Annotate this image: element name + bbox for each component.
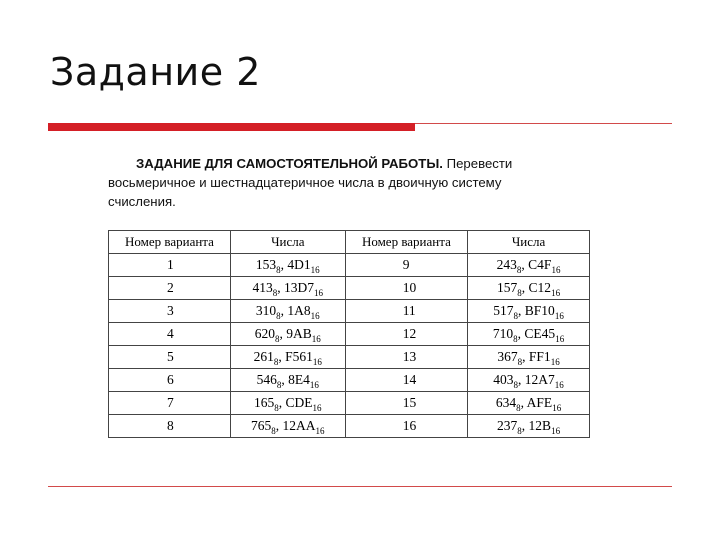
octal-base: 8 <box>517 357 523 367</box>
hex-base: 16 <box>551 265 561 275</box>
octal-value: 243 <box>496 257 517 272</box>
table-row <box>109 277 590 300</box>
octal-value: 620 <box>254 326 276 341</box>
octal-value: 157 <box>497 280 518 295</box>
table-row <box>109 323 590 346</box>
hex-value: CDE <box>285 395 313 410</box>
header-variant-1: Номер варианта <box>109 231 231 254</box>
hex-value: 1A8 <box>287 303 311 318</box>
hex-base: 16 <box>555 334 565 344</box>
octal-base: 8 <box>513 334 518 344</box>
hex-base: 16 <box>310 311 320 321</box>
hex-base: 16 <box>554 380 564 390</box>
variant-number <box>109 277 231 300</box>
octal-value: 765 <box>251 418 272 433</box>
variant-number <box>345 277 467 300</box>
variant-number-text: 11 <box>402 303 416 318</box>
variant-number <box>345 323 467 346</box>
hex-base: 16 <box>312 357 322 367</box>
number-pair: $243_8$, $C4F_{16}$ <box>468 254 590 277</box>
hex-value: AFE <box>526 395 553 410</box>
header-numbers-1: Числа <box>230 231 345 254</box>
variant-number-text: 7 <box>167 395 174 410</box>
hex-value: 12B <box>528 418 552 433</box>
octal-value: 165 <box>254 395 275 410</box>
table-row <box>109 346 590 369</box>
variant-number <box>109 415 231 438</box>
hex-value: C12 <box>528 280 552 295</box>
octal-value: 710 <box>492 326 514 341</box>
variant-number <box>345 392 467 415</box>
number-pair: $237_8$, $12B_{16}$ <box>468 415 590 438</box>
variant-number <box>109 346 231 369</box>
octal-base: 8 <box>517 426 522 436</box>
hex-base: 16 <box>312 403 322 413</box>
octal-value: 367 <box>497 349 518 364</box>
octal-value: 546 <box>256 372 277 387</box>
variant-number-text: 12 <box>402 326 417 341</box>
octal-value: 413 <box>252 280 273 295</box>
variant-number-text: 9 <box>402 257 410 272</box>
variant-number <box>345 346 467 369</box>
number-pair: $261_8$, $F561_{16}$ <box>230 346 345 369</box>
octal-base: 8 <box>513 311 519 321</box>
hex-base: 16 <box>314 288 324 298</box>
octal-base: 8 <box>513 380 519 390</box>
hex-value: F561 <box>285 349 313 364</box>
hex-value: FF1 <box>528 349 551 364</box>
hex-value: BF10 <box>524 303 555 318</box>
octal-value: 261 <box>253 349 274 364</box>
octal-value: 153 <box>255 257 277 272</box>
variant-number-text: 4 <box>167 326 174 341</box>
table-row <box>109 369 590 392</box>
number-pair: $413_8$, $13D7_{16}$ <box>230 277 345 300</box>
variant-number <box>109 323 231 346</box>
variant-number-text: 13 <box>402 349 417 364</box>
hex-base: 16 <box>311 334 321 344</box>
number-pair: $710_8$, $CE45_{16}$ <box>468 323 590 346</box>
hex-base: 16 <box>551 426 561 436</box>
table-row <box>109 300 590 323</box>
task-description <box>108 154 548 211</box>
table-header-row <box>109 231 590 254</box>
number-pair: $517_8$, $BF10_{16}$ <box>468 300 590 323</box>
table-row <box>109 392 590 415</box>
variant-number <box>109 369 231 392</box>
variant-number-text: 5 <box>167 349 174 364</box>
variant-number <box>109 392 231 415</box>
task-heading: ЗАДАНИЕ ДЛЯ САМОСТОЯТЕЛЬНОЙ РАБОТЫ. <box>136 156 443 171</box>
variant-number <box>345 369 467 392</box>
octal-base: 8 <box>274 403 279 413</box>
number-pair: $157_8$, $C12_{16}$ <box>468 277 590 300</box>
hex-value: 9AB <box>286 326 312 341</box>
hex-base: 16 <box>309 380 319 390</box>
variant-number <box>345 415 467 438</box>
octal-value: 403 <box>493 372 514 387</box>
hex-base: 16 <box>550 357 560 367</box>
slide-title: Задание 2 <box>50 50 261 94</box>
hex-value: 4D1 <box>287 257 311 272</box>
number-pair: $620_8$, $9AB_{16}$ <box>230 323 345 346</box>
octal-value: 517 <box>493 303 514 318</box>
number-pair: $310_8$, $1A8_{16}$ <box>230 300 345 323</box>
variants-table <box>108 230 590 438</box>
octal-base: 8 <box>516 265 522 275</box>
octal-base: 8 <box>271 426 276 436</box>
variant-number-text: 15 <box>402 395 417 410</box>
hex-base: 16 <box>310 265 320 275</box>
number-pair: $546_8$, $8E4_{16}$ <box>230 369 345 392</box>
octal-base: 8 <box>276 265 281 275</box>
octal-value: 310 <box>255 303 277 318</box>
hex-base: 16 <box>315 426 325 436</box>
task-text: Перевести восьмеричное и шестнадцатеричное числа в двоичную систему счисления. <box>108 156 513 209</box>
hex-base: 16 <box>554 311 564 321</box>
number-pair: $165_8$, $CDE_{16}$ <box>230 392 345 415</box>
variant-number <box>109 300 231 323</box>
octal-base: 8 <box>273 357 279 367</box>
hex-value: C4F <box>528 257 552 272</box>
octal-base: 8 <box>276 380 282 390</box>
variant-number-text: 14 <box>402 372 417 387</box>
table-row <box>109 254 590 277</box>
variant-number-text: 8 <box>167 418 174 433</box>
variant-number-text: 2 <box>167 280 174 295</box>
accent-bar <box>48 123 415 131</box>
bottom-divider <box>48 486 672 487</box>
octal-base: 8 <box>275 334 280 344</box>
header-variant-2: Номер варианта <box>345 231 467 254</box>
number-pair: $367_8$, $FF1_{16}$ <box>468 346 590 369</box>
octal-value: 634 <box>495 395 517 410</box>
hex-base: 16 <box>552 403 562 413</box>
octal-value: 237 <box>497 418 518 433</box>
hex-value: 13D7 <box>284 280 315 295</box>
table-row <box>109 415 590 438</box>
octal-base: 8 <box>272 288 278 298</box>
variant-number-text: 1 <box>167 257 174 272</box>
number-pair: $765_8$, $12AA_{16}$ <box>230 415 345 438</box>
header-numbers-2: Числа <box>468 231 590 254</box>
hex-base: 16 <box>551 288 561 298</box>
octal-base: 8 <box>517 288 522 298</box>
hex-value: 8E4 <box>288 372 310 387</box>
variant-number-text: 6 <box>167 372 174 387</box>
octal-base: 8 <box>516 403 521 413</box>
variant-number <box>345 300 467 323</box>
variant-number <box>109 254 231 277</box>
variant-number <box>345 254 467 277</box>
octal-base: 8 <box>276 311 281 321</box>
number-pair: $634_8$, $AFE_{16}$ <box>468 392 590 415</box>
hex-value: 12AA <box>282 418 316 433</box>
hex-value: 12A7 <box>524 372 555 387</box>
number-pair: $153_8$, $4D1_{16}$ <box>230 254 345 277</box>
variant-number-text: 3 <box>167 303 174 318</box>
number-pair: $403_8$, $12A7_{16}$ <box>468 369 590 392</box>
variant-number-text: 16 <box>402 418 417 433</box>
variant-number-text: 10 <box>402 280 417 295</box>
hex-value: CE45 <box>524 326 556 341</box>
